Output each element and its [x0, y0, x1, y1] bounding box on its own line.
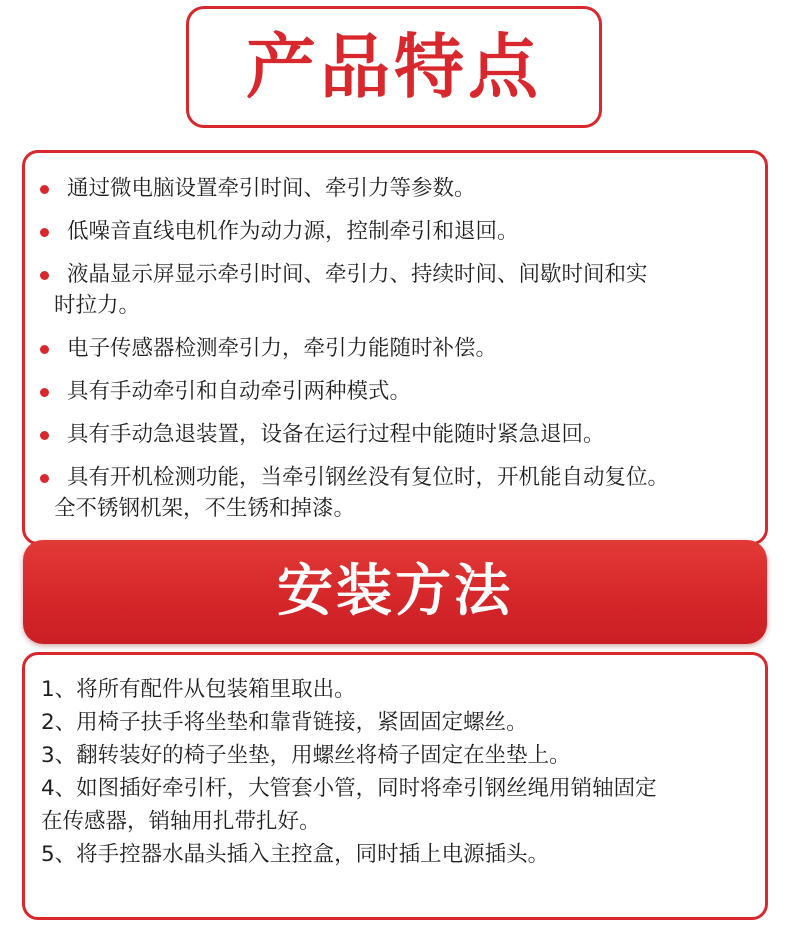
feature-item [25, 259, 765, 321]
feature-item [25, 333, 765, 364]
step-list [41, 673, 757, 871]
red-dot-icon [40, 431, 49, 440]
features-title: 产品特点 [246, 26, 542, 108]
red-dot-icon [40, 388, 49, 397]
feature-text: 具有手动急退装置，设备在运行过程中能随时紧急退回。 [67, 422, 605, 447]
feature-text: 通过微电脑设置牵引时间、牵引力等参数。 [67, 176, 476, 201]
install-title: 安装方法 [277, 559, 513, 624]
feature-text: 电子传感器检测牵引力，牵引力能随时补偿。 [67, 336, 498, 361]
red-dot-icon [40, 228, 49, 237]
feature-text: 具有手动牵引和自动牵引两种模式。 [67, 379, 412, 404]
feature-item [25, 173, 765, 204]
step-item-continued: 在传感器，销轴用扎带扎好。 [41, 809, 321, 834]
feature-text: 液晶显示屏显示牵引时间、牵引力、持续时间、间歇时间和实 [67, 262, 648, 287]
features-panel [22, 150, 768, 545]
red-dot-icon [40, 345, 49, 354]
feature-text-continued: 全不锈钢机架，不生锈和掉漆。 [54, 496, 356, 521]
features-title-box [186, 6, 602, 128]
step-item: 5、将手控器水晶头插入主控盒，同时插上电源插头。 [41, 842, 550, 867]
feature-item [25, 376, 765, 407]
install-title-banner [23, 540, 767, 644]
install-steps-panel [22, 652, 768, 920]
step-item: 3、翻转装好的椅子坐垫，用螺丝将椅子固定在坐垫上。 [41, 743, 571, 768]
step-item: 1、将所有配件从包装箱里取出。 [41, 677, 356, 702]
step-item: 4、如图插好牵引杆，大管套小管，同时将牵引钢丝绳用销轴固定 [41, 776, 657, 801]
feature-list [25, 173, 765, 536]
feature-text: 具有开机检测功能，当牵引钢丝没有复位时，开机能自动复位。 [67, 465, 670, 490]
feature-item [25, 419, 765, 450]
red-dot-icon [40, 185, 49, 194]
feature-text: 低噪音直线电机作为动力源，控制牵引和退回。 [67, 219, 519, 244]
red-dot-icon [40, 474, 49, 483]
step-item: 2、用椅子扶手将坐垫和靠背链接，紧固固定螺丝。 [41, 710, 528, 735]
feature-text-continued: 时拉力。 [54, 293, 141, 318]
red-dot-icon [40, 271, 49, 280]
feature-item [25, 462, 765, 524]
feature-item [25, 216, 765, 247]
